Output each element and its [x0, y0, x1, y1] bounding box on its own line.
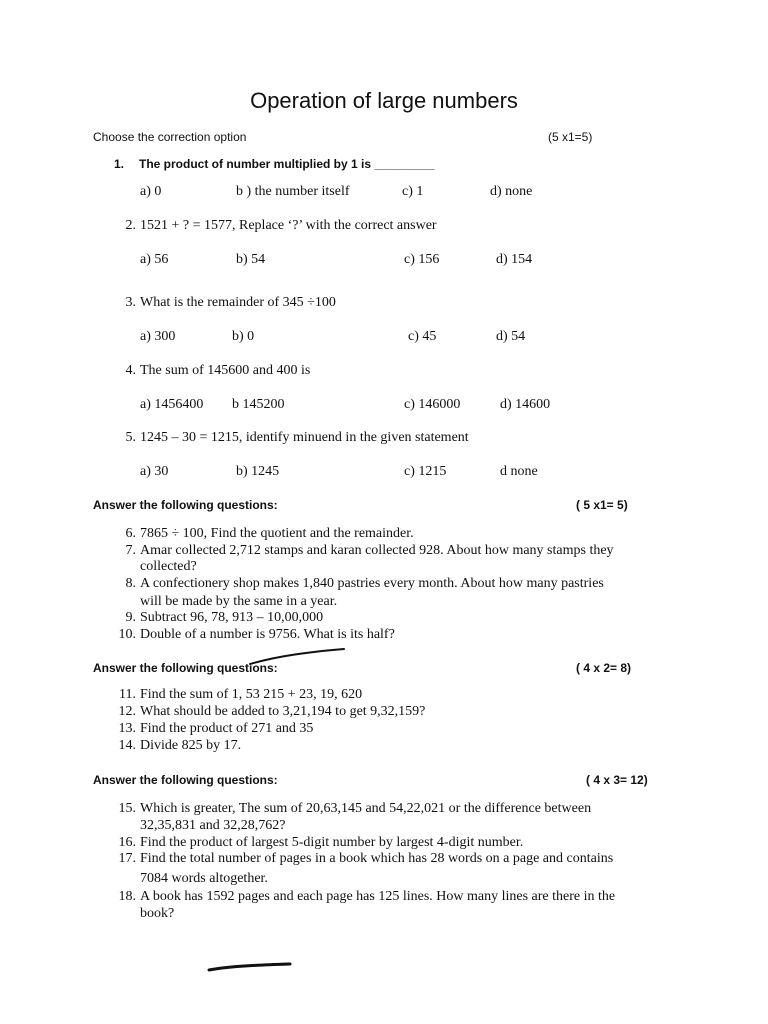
question-text: The product of number multiplied by 1 is _________ [139, 157, 435, 171]
question-15 [0, 801, 700, 835]
question-text: 1521 + ? = 1577, Replace ‘?’ with the correct answer [140, 218, 437, 233]
question-text: 7865 ÷ 100, Find the quotient and the remainder. [140, 526, 414, 541]
option-a: a) 30 [140, 464, 169, 479]
question-text: Subtract 96, 78, 913 – 10,00,000 [140, 610, 324, 625]
question-17 [0, 851, 700, 889]
option-a: a) 56 [140, 252, 169, 267]
section-b-heading: Answer the following questions: [93, 498, 278, 512]
section-a-marks: (5 x1=5) [548, 130, 593, 144]
question-text: What should be added to 3,21,194 to get 9,32,159? [140, 704, 426, 719]
option-a: a) 300 [140, 329, 176, 344]
question-1 [114, 157, 434, 171]
option-d: d none [500, 464, 538, 479]
question-number: 7. [125, 543, 136, 558]
pen-stroke-mark [248, 646, 348, 668]
question-5-options [140, 464, 700, 484]
question-number: 15. [118, 801, 136, 816]
option-b: b ) the number itself [236, 184, 350, 199]
question-text: Find the product of largest 5-digit number by largest 4-digit number. [140, 835, 524, 850]
question-text-line-1: Amar collected 2,712 stamps and karan collected 928. About how many stamps they [140, 543, 614, 558]
question-text-line-2: will be made by the same in a year. [140, 594, 338, 609]
question-3-options [140, 329, 700, 349]
option-b: b) 1245 [236, 464, 280, 479]
section-a-heading: Choose the correction option [93, 130, 247, 144]
option-b: b) 54 [236, 252, 266, 267]
option-c: c) 146000 [404, 397, 461, 412]
question-8 [0, 576, 700, 610]
question-4 [0, 363, 700, 383]
option-d: d) 14600 [500, 397, 551, 412]
question-text: Find the sum of 1, 53 215 + 23, 19, 620 [140, 687, 363, 702]
page-title: Operation of large numbers [250, 88, 518, 113]
question-number: 13. [118, 721, 136, 736]
question-text: Double of a number is 9756. What is its half? [140, 627, 395, 642]
question-number: 3. [125, 295, 136, 310]
section-c-heading: Answer the following questions: [93, 661, 278, 675]
question-text-line-2: book? [140, 906, 175, 921]
option-b: b 145200 [232, 397, 285, 412]
question-text: Divide 825 by 17. [140, 738, 242, 753]
question-text-line-1: Find the total number of pages in a book which has 28 words on a page and contains [140, 851, 614, 866]
question-number: 6. [125, 526, 136, 541]
question-number: 4. [125, 363, 136, 378]
section-d-heading: Answer the following questions: [93, 773, 278, 787]
question-text-line-1: A book has 1592 pages and each page has 125 lines. How many lines are there in the [140, 889, 616, 904]
question-number: 11. [119, 687, 136, 702]
question-number: 17. [118, 851, 136, 866]
option-c: c) 156 [404, 252, 440, 267]
question-4-options [140, 397, 700, 417]
question-5 [0, 430, 700, 450]
pen-stroke-mark [206, 960, 294, 976]
question-10 [0, 627, 700, 645]
question-text: The sum of 145600 and 400 is [140, 363, 311, 378]
question-6 [0, 526, 700, 544]
question-text: Find the product of 271 and 35 [140, 721, 314, 736]
question-number: 18. [118, 889, 136, 904]
question-2 [0, 218, 700, 238]
question-text-line-1: Which is greater, The sum of 20,63,145 and 54,22,021 or the difference between [140, 801, 592, 816]
question-text: What is the remainder of 345 ÷100 [140, 295, 336, 310]
question-number: 12. [118, 704, 136, 719]
question-text: 1245 – 30 = 1215, identify minuend in the given statement [140, 430, 469, 445]
question-number: 2. [125, 218, 136, 233]
question-number: 14. [118, 738, 136, 753]
option-a: a) 1456400 [140, 397, 204, 412]
option-c: c) 1 [402, 184, 424, 199]
section-b-marks: ( 5 x1= 5) [576, 498, 628, 512]
question-2-options [140, 252, 700, 272]
question-13 [0, 721, 700, 739]
question-18 [0, 889, 700, 925]
question-14 [0, 738, 700, 756]
question-text-line-2: 7084 words altogether. [140, 871, 268, 886]
option-d: d) 154 [496, 252, 533, 267]
question-12 [0, 704, 700, 722]
option-a: a) 0 [140, 184, 162, 199]
option-b: b) 0 [232, 329, 255, 344]
question-text-line-1: A confectionery shop makes 1,840 pastries every month. About how many pastries [140, 576, 604, 591]
option-c: c) 1215 [404, 464, 447, 479]
question-number: 10. [118, 627, 136, 642]
question-text-line-2: 32,35,831 and 32,28,762? [140, 818, 286, 833]
section-d-marks: ( 4 x 3= 12) [586, 773, 648, 787]
question-7 [0, 543, 700, 577]
question-text-line-2: collected? [140, 559, 197, 574]
question-1-options [140, 184, 700, 204]
option-c: c) 45 [408, 329, 437, 344]
section-c-marks: ( 4 x 2= 8) [576, 661, 632, 675]
question-number: 5. [125, 430, 136, 445]
question-9 [0, 610, 700, 628]
option-d: d) 54 [496, 329, 526, 344]
question-number: 9. [125, 610, 136, 625]
question-number: 1. [114, 157, 125, 171]
question-number: 16. [118, 835, 136, 850]
option-d: d) none [490, 184, 533, 199]
question-11 [0, 687, 700, 705]
question-3 [0, 295, 700, 315]
question-number: 8. [125, 576, 136, 591]
